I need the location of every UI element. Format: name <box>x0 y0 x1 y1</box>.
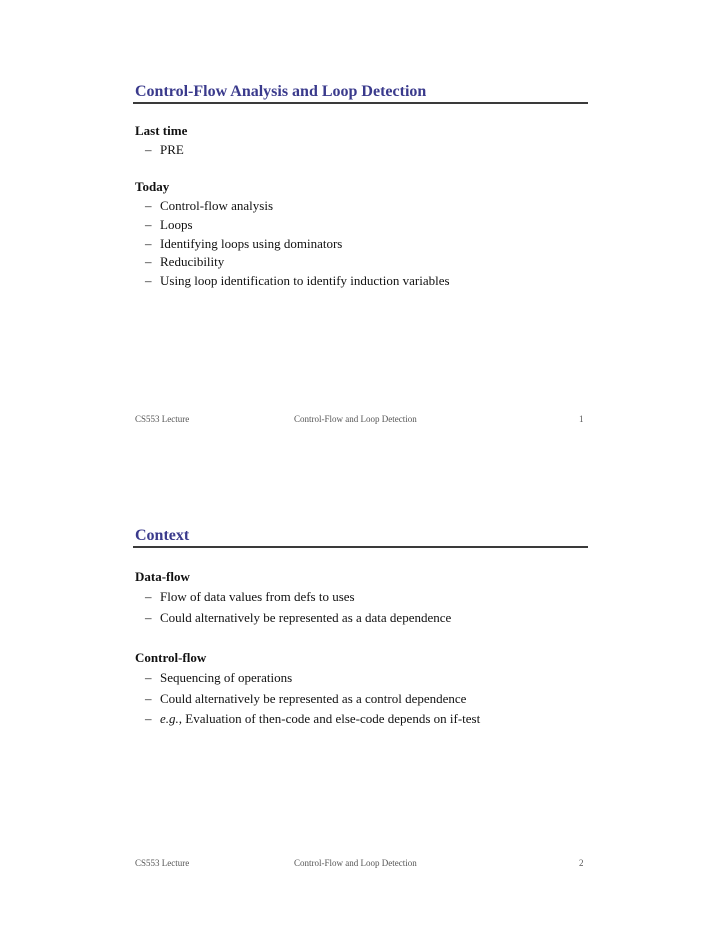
dash-marker: – <box>145 711 152 726</box>
list-item <box>145 254 224 270</box>
footer-topic: Control-Flow and Loop Detection <box>294 858 417 868</box>
list-item <box>145 236 342 252</box>
dash-marker: – <box>145 142 152 157</box>
list-item-text: Identifying loops using dominators <box>160 236 343 251</box>
section-heading-last-time: Last time <box>135 123 188 138</box>
list-item <box>145 589 355 605</box>
slide-title: Control-Flow Analysis and Loop Detection <box>135 83 427 100</box>
list-item-text: Could alternatively be represented as a data dependence <box>160 610 452 625</box>
list-item-text: Using loop identification to identify induction variables <box>160 273 450 288</box>
list-item <box>145 217 193 233</box>
slide-title: Context <box>135 527 190 544</box>
list-item <box>145 670 292 686</box>
list-item-text: Flow of data values from defs to uses <box>160 589 355 604</box>
dash-marker: – <box>145 273 152 288</box>
dash-marker: – <box>145 198 152 213</box>
section-heading-data-flow: Data-flow <box>135 569 190 584</box>
list-item <box>145 142 184 158</box>
list-item-text: Sequencing of operations <box>160 670 293 685</box>
section-heading-control-flow: Control-flow <box>135 650 207 665</box>
dash-marker: – <box>145 589 152 604</box>
dash-marker: – <box>145 691 152 706</box>
list-item <box>145 711 480 727</box>
list-item <box>145 198 273 214</box>
footer-course: CS553 Lecture <box>135 414 190 424</box>
list-item-emphasis: e.g., <box>160 711 183 726</box>
list-item <box>145 273 450 289</box>
footer-page-number: 2 <box>579 858 584 868</box>
list-item-text: Loops <box>160 217 193 232</box>
list-item-text: PRE <box>160 142 184 157</box>
footer-course: CS553 Lecture <box>135 858 190 868</box>
list-item-text: Reducibility <box>160 254 225 269</box>
section-heading-today: Today <box>135 179 170 194</box>
list-item-text: Control-flow analysis <box>160 198 274 213</box>
dash-marker: – <box>145 254 152 269</box>
footer-topic: Control-Flow and Loop Detection <box>294 414 417 424</box>
dash-marker: – <box>145 610 152 625</box>
dash-marker: – <box>145 217 152 232</box>
list-item-text: Could alternatively be represented as a control dependence <box>160 691 467 706</box>
list-item-text: Evaluation of then-code and else-code depends on if-test <box>182 711 481 726</box>
dash-marker: – <box>145 236 152 251</box>
list-item <box>145 691 466 707</box>
list-item <box>145 610 451 626</box>
footer-page-number: 1 <box>579 414 584 424</box>
title-rule <box>133 546 588 548</box>
title-rule <box>133 102 588 104</box>
dash-marker: – <box>145 670 152 685</box>
